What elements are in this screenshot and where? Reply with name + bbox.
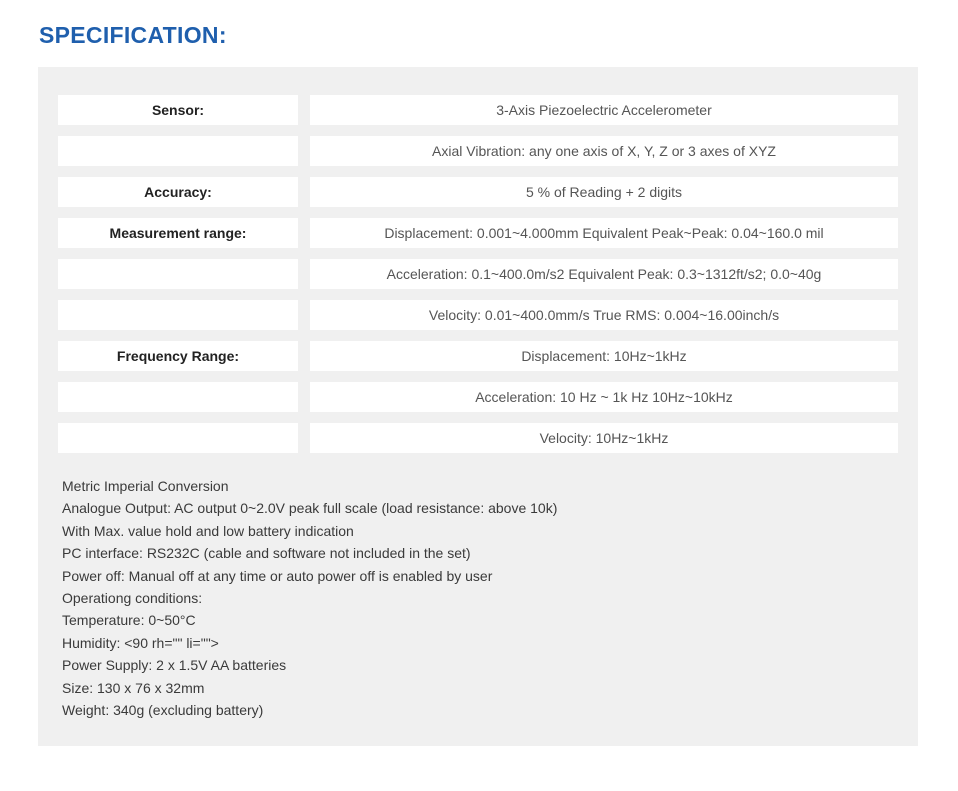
spec-value: Velocity: 10Hz~1kHz <box>310 423 898 453</box>
spec-row <box>58 95 898 125</box>
spec-row <box>58 300 898 330</box>
spec-label <box>58 382 298 412</box>
note-line: Power off: Manual off at any time or auto power off is enabled by user <box>62 567 493 584</box>
spec-notes <box>62 475 882 721</box>
spec-label: Frequency Range: <box>58 341 298 371</box>
spec-row <box>58 136 898 166</box>
spec-row <box>58 259 898 289</box>
spec-value: Displacement: 10Hz~1kHz <box>310 341 898 371</box>
spec-row <box>58 177 898 207</box>
spec-label <box>58 300 298 330</box>
note-line: Operationg conditions: <box>62 590 203 607</box>
note-line: Temperature: 0~50°C <box>62 612 196 629</box>
specification-panel <box>38 67 918 746</box>
note-line: Weight: 340g (excluding battery) <box>62 702 264 719</box>
spec-value: Displacement: 0.001~4.000mm Equivalent Peak~Peak: 0.04~160.0 mil <box>310 218 898 248</box>
note-line: PC interface: RS232C (cable and software not included in the set) <box>62 545 471 562</box>
spec-label <box>58 423 298 453</box>
spec-row <box>58 382 898 412</box>
spec-label: Sensor: <box>58 95 298 125</box>
note-line: Analogue Output: AC output 0~2.0V peak full scale (load resistance: above 10k) <box>62 500 558 517</box>
spec-row <box>58 218 898 248</box>
note-line: Size: 130 x 76 x 32mm <box>62 679 205 696</box>
spec-value: 3-Axis Piezoelectric Accelerometer <box>310 95 898 125</box>
spec-value: Acceleration: 10 Hz ~ 1k Hz 10Hz~10kHz <box>310 382 898 412</box>
page-title: SPECIFICATION: <box>39 22 227 48</box>
spec-row <box>58 423 898 453</box>
spec-value: 5 % of Reading + 2 digits <box>310 177 898 207</box>
spec-table <box>58 95 898 464</box>
spec-label <box>58 259 298 289</box>
spec-label <box>58 136 298 166</box>
note-line: Humidity: <90 rh="" li=""> <box>62 634 219 651</box>
spec-value: Axial Vibration: any one axis of X, Y, Z or 3 axes of XYZ <box>310 136 898 166</box>
note-line: With Max. value hold and low battery indication <box>62 522 354 539</box>
spec-label: Measurement range: <box>58 218 298 248</box>
spec-label: Accuracy: <box>58 177 298 207</box>
spec-value: Velocity: 0.01~400.0mm/s True RMS: 0.004~16.00inch/s <box>310 300 898 330</box>
spec-value: Acceleration: 0.1~400.0m/s2 Equivalent Peak: 0.3~1312ft/s2; 0.0~40g <box>310 259 898 289</box>
note-line: Metric Imperial Conversion <box>62 478 229 494</box>
spec-row <box>58 341 898 371</box>
note-line: Power Supply: 2 x 1.5V AA batteries <box>62 657 287 674</box>
